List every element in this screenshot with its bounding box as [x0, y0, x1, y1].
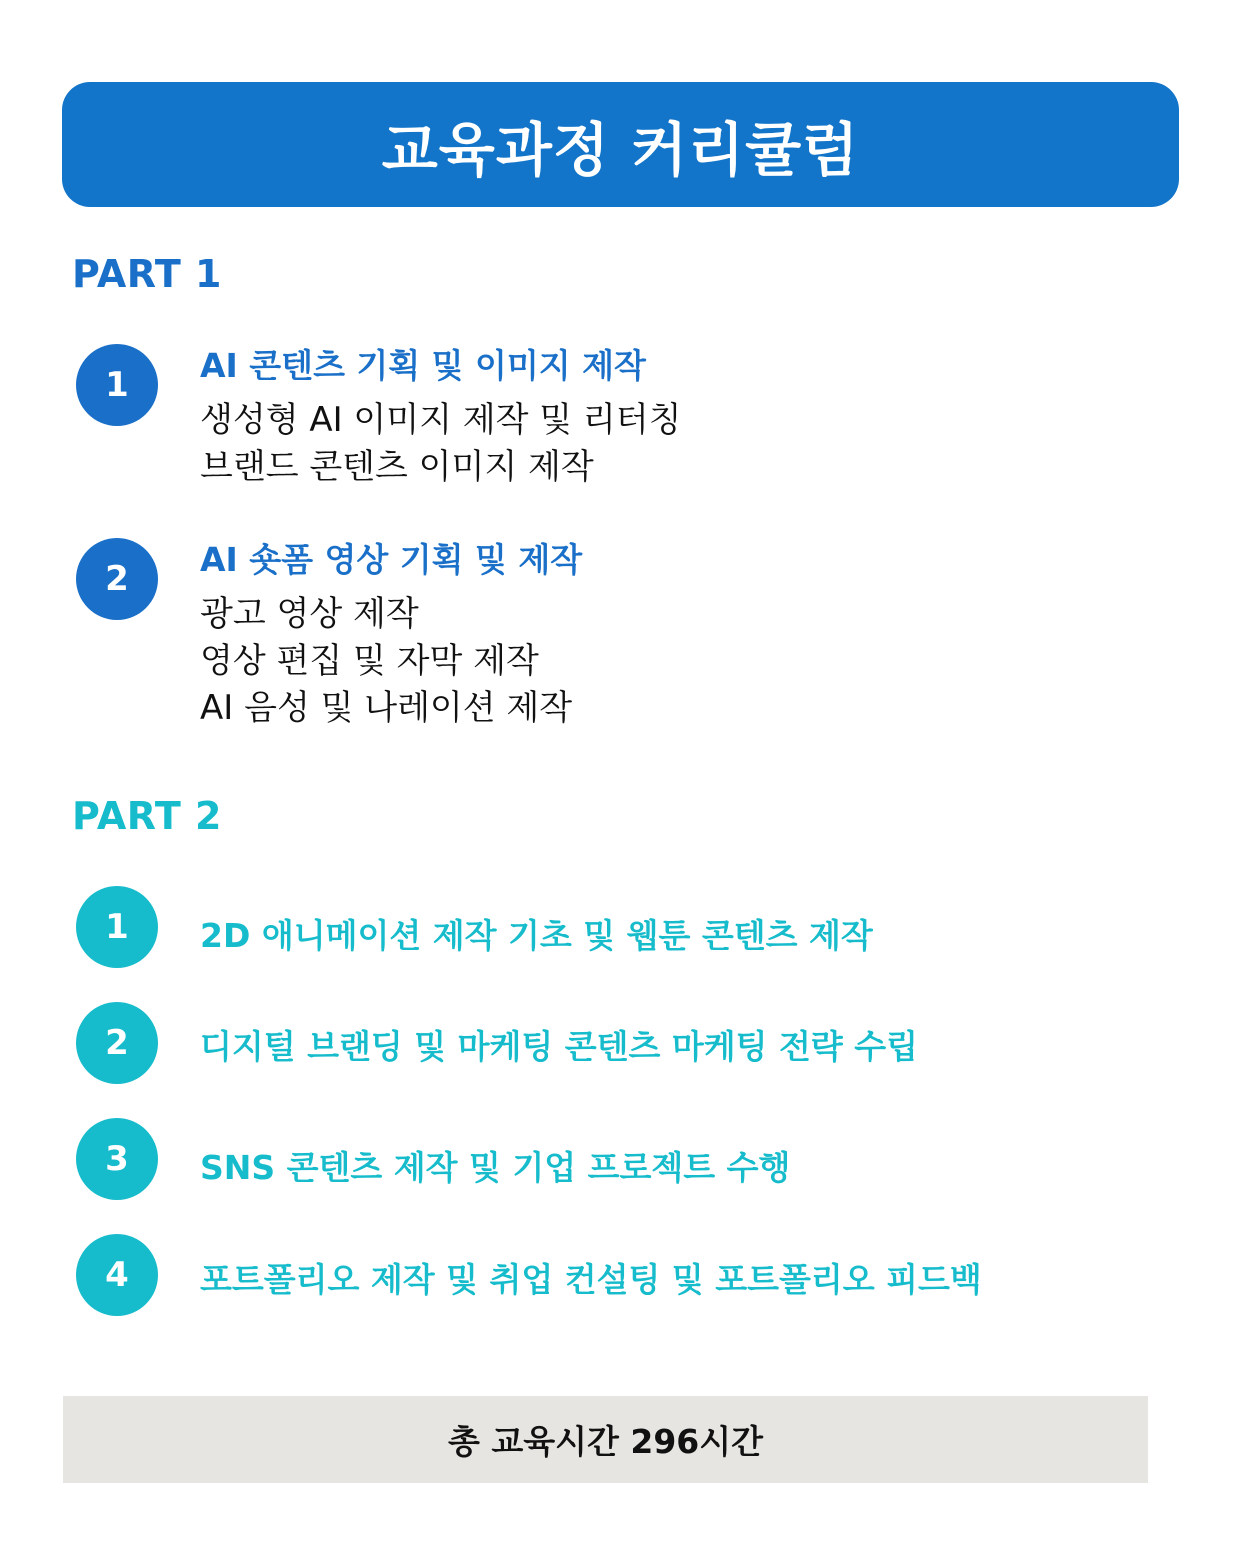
detail-line: 브랜드 콘텐츠 이미지 제작 — [200, 447, 594, 487]
part2-label: PART 2 — [72, 794, 222, 838]
part2-item4-number-badge — [76, 1234, 158, 1316]
part1-label: PART 1 — [72, 252, 222, 296]
detail-line: 생성형 AI 이미지 제작 및 리터칭 — [200, 400, 682, 440]
detail-line: 광고 영상 제작 — [200, 594, 419, 634]
badge-number: 3 — [105, 1139, 129, 1179]
part2-item4-title: 포트폴리오 제작 및 취업 컨설팅 및 포트폴리오 피드백 — [200, 1260, 982, 1299]
part2-item3-number-badge — [76, 1118, 158, 1200]
detail-line: AI 음성 및 나레이션 제작 — [200, 688, 573, 728]
part1-item2-title: AI 숏폼 영상 기획 및 제작 — [200, 540, 583, 579]
detail-line: 영상 편집 및 자막 제작 — [200, 641, 539, 681]
total-hours-box — [63, 1396, 1148, 1483]
part1-item2-details — [200, 591, 572, 732]
page-title: 교육과정 커리큘럼 — [381, 115, 860, 184]
total-hours-text: 총 교육시간 296시간 — [447, 1422, 763, 1461]
part2-item1-title: 2D 애니메이션 제작 기초 및 웹툰 콘텐츠 제작 — [200, 916, 873, 955]
part1-item2-number-badge — [76, 538, 158, 620]
badge-number: 2 — [105, 1023, 129, 1063]
badge-number: 1 — [105, 907, 129, 947]
badge-number: 4 — [105, 1255, 129, 1295]
part2-item3-title: SNS 콘텐츠 제작 및 기업 프로젝트 수행 — [200, 1148, 791, 1187]
part2-item1-number-badge — [76, 886, 158, 968]
part2-item2-title: 디지털 브랜딩 및 마케팅 콘텐츠 마케팅 전략 수립 — [200, 1027, 918, 1066]
part1-item1-number-badge — [76, 344, 158, 426]
part2-item2-number-badge — [76, 1002, 158, 1084]
part1-item1-title: AI 콘텐츠 기획 및 이미지 제작 — [200, 346, 646, 385]
badge-number: 1 — [105, 365, 129, 405]
part1-item1-details — [200, 397, 681, 491]
header-banner — [62, 82, 1179, 207]
badge-number: 2 — [105, 559, 129, 599]
